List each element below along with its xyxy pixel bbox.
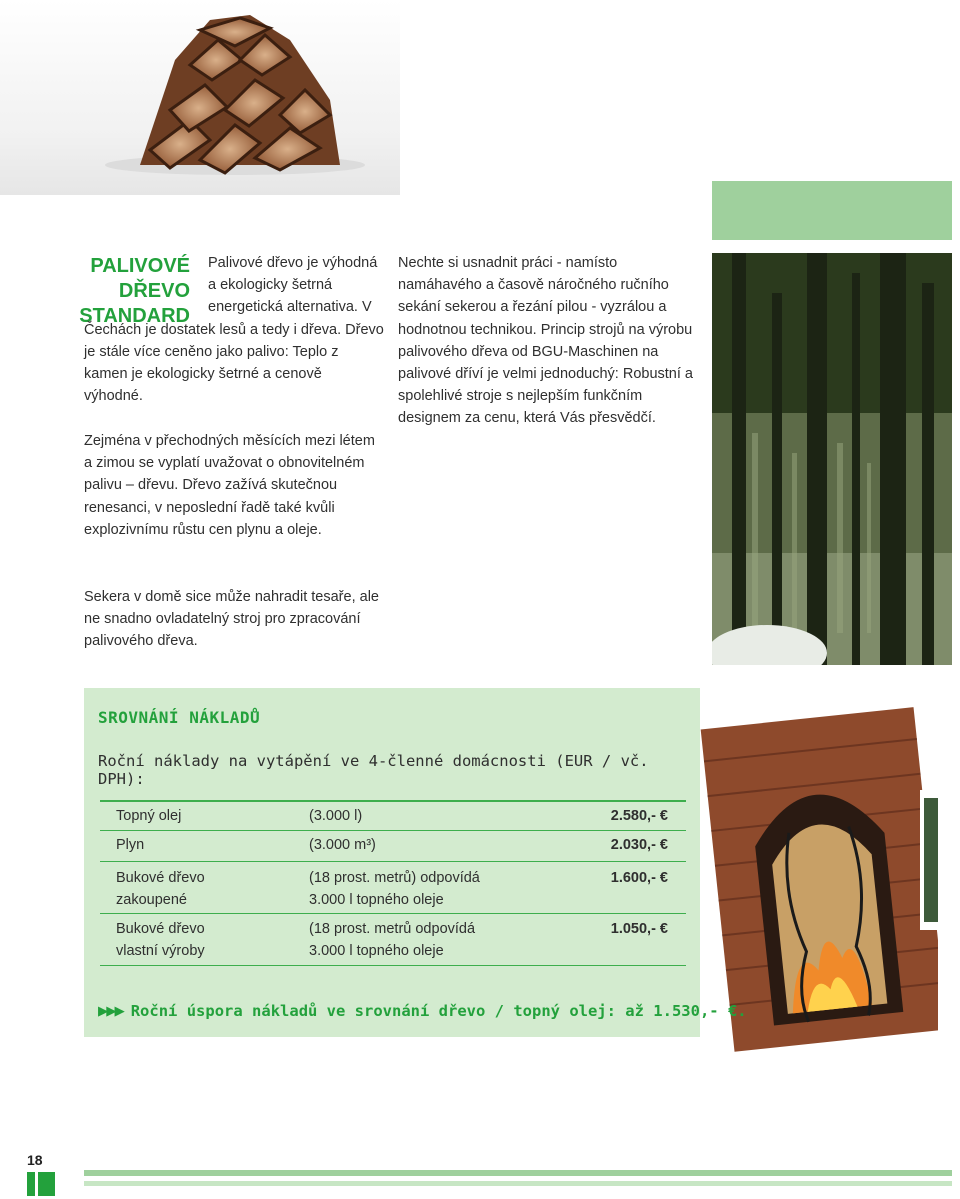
fuel-name-line-2: vlastní výroby: [116, 943, 205, 959]
fuel-name-line-1: Bukové dřevo: [116, 870, 205, 886]
fuel-amount-line-1: (18 prost. metrů) odpovídá: [309, 870, 480, 886]
page-number: 18: [27, 1152, 43, 1168]
cost-table: [100, 800, 686, 966]
forest-image: [712, 253, 952, 665]
right-paragraph: Nechte si usnadnit práci - namísto namáhavého a časově náročného ručního sekání sekerou a řezání pilou - vyzrálou a hodnotnou technikou. Princip strojů na výrobu palivového dřeva od BGU-Maschinen na palivové dříví je velmi jednoduchý: Robustní a spolehlivé stroje s nejlepším funkčním designem za cenu, která Vás přesvědčí.: [398, 255, 693, 427]
savings-note: [98, 1001, 747, 1021]
fuel-amount: (3.000 m³): [309, 837, 376, 853]
intro-paragraph: [84, 252, 384, 407]
table-row: [100, 831, 686, 862]
fuel-price: 1.050,- €: [610, 921, 668, 937]
firewood-image: [0, 0, 400, 195]
fuel-name-line-1: Bukové dřevo: [116, 921, 205, 937]
fuel-name: [116, 867, 296, 911]
fuel-price: 2.580,- €: [610, 808, 668, 824]
table-row: [100, 862, 686, 914]
fuel-amount-line-2: 3.000 l topného oleje: [309, 892, 444, 908]
page-marker: [27, 1172, 55, 1196]
title-line-2: STANDARD: [79, 305, 190, 327]
firewood-pile-graphic: [0, 0, 400, 195]
fuel-name: Topný olej: [116, 808, 182, 824]
cost-comparison-box: [84, 688, 747, 1037]
fuel-price: 2.030,- €: [610, 837, 668, 853]
fuel-amount: [309, 867, 549, 911]
fuel-amount-line-1: (18 prost. metrů odpovídá: [309, 921, 476, 937]
footer-divider-light: [84, 1181, 952, 1186]
forest-graphic: [712, 253, 952, 665]
title-line-1: PALIVOVÉ DŘEVO: [90, 255, 190, 302]
cost-subtitle: Roční náklady na vytápění ve 4-členné domácnosti (EUR / vč. DPH):: [98, 752, 649, 788]
fuel-price: 1.600,- €: [610, 870, 668, 886]
decorative-green-block: [712, 181, 952, 240]
fuel-amount: (3.000 l): [309, 808, 363, 824]
intro-text: Palivové dřevo je výhodná a ekologicky šetrná energetická alternativa. V Čechách je dostatek lesů a tedy i dřeva. Dřevo je stále více ceněno jako palivo: Teplo z kamen je ekologicky šetrné a cenově výhodné.: [84, 255, 384, 405]
fuel-amount-line-2: 3.000 l topného oleje: [309, 943, 444, 959]
savings-text: Roční úspora nákladů ve srovnání dřevo / topný olej: až 1.530,- €.: [130, 1002, 747, 1020]
cost-title: SROVNÁNÍ NÁKLADŮ: [98, 708, 261, 727]
fuel-name: [116, 918, 296, 962]
table-row: [100, 914, 686, 966]
fuel-name-line-2: zakoupené: [116, 892, 187, 908]
paragraph-3: Sekera v domě sice může nahradit tesaře, ale ne snadno ovladatelný stroj pro zpracování palivového dřeva.: [84, 589, 379, 650]
table-row: [100, 802, 686, 831]
paragraph-2: Zejména v přechodných měsících mezi létem a zimou se vyplatí uvažovat o obnovitelném palivu – dřevu. Dřevo zažívá skutečnou renesanci, v neposlední řadě také kvůli explozivnímu růstu cen plynu a oleje.: [84, 433, 375, 538]
fuel-amount: [309, 918, 549, 962]
triple-arrow-icon: ▶▶▶: [98, 1001, 123, 1021]
footer-divider: [84, 1170, 952, 1176]
fuel-name: Plyn: [116, 837, 145, 853]
